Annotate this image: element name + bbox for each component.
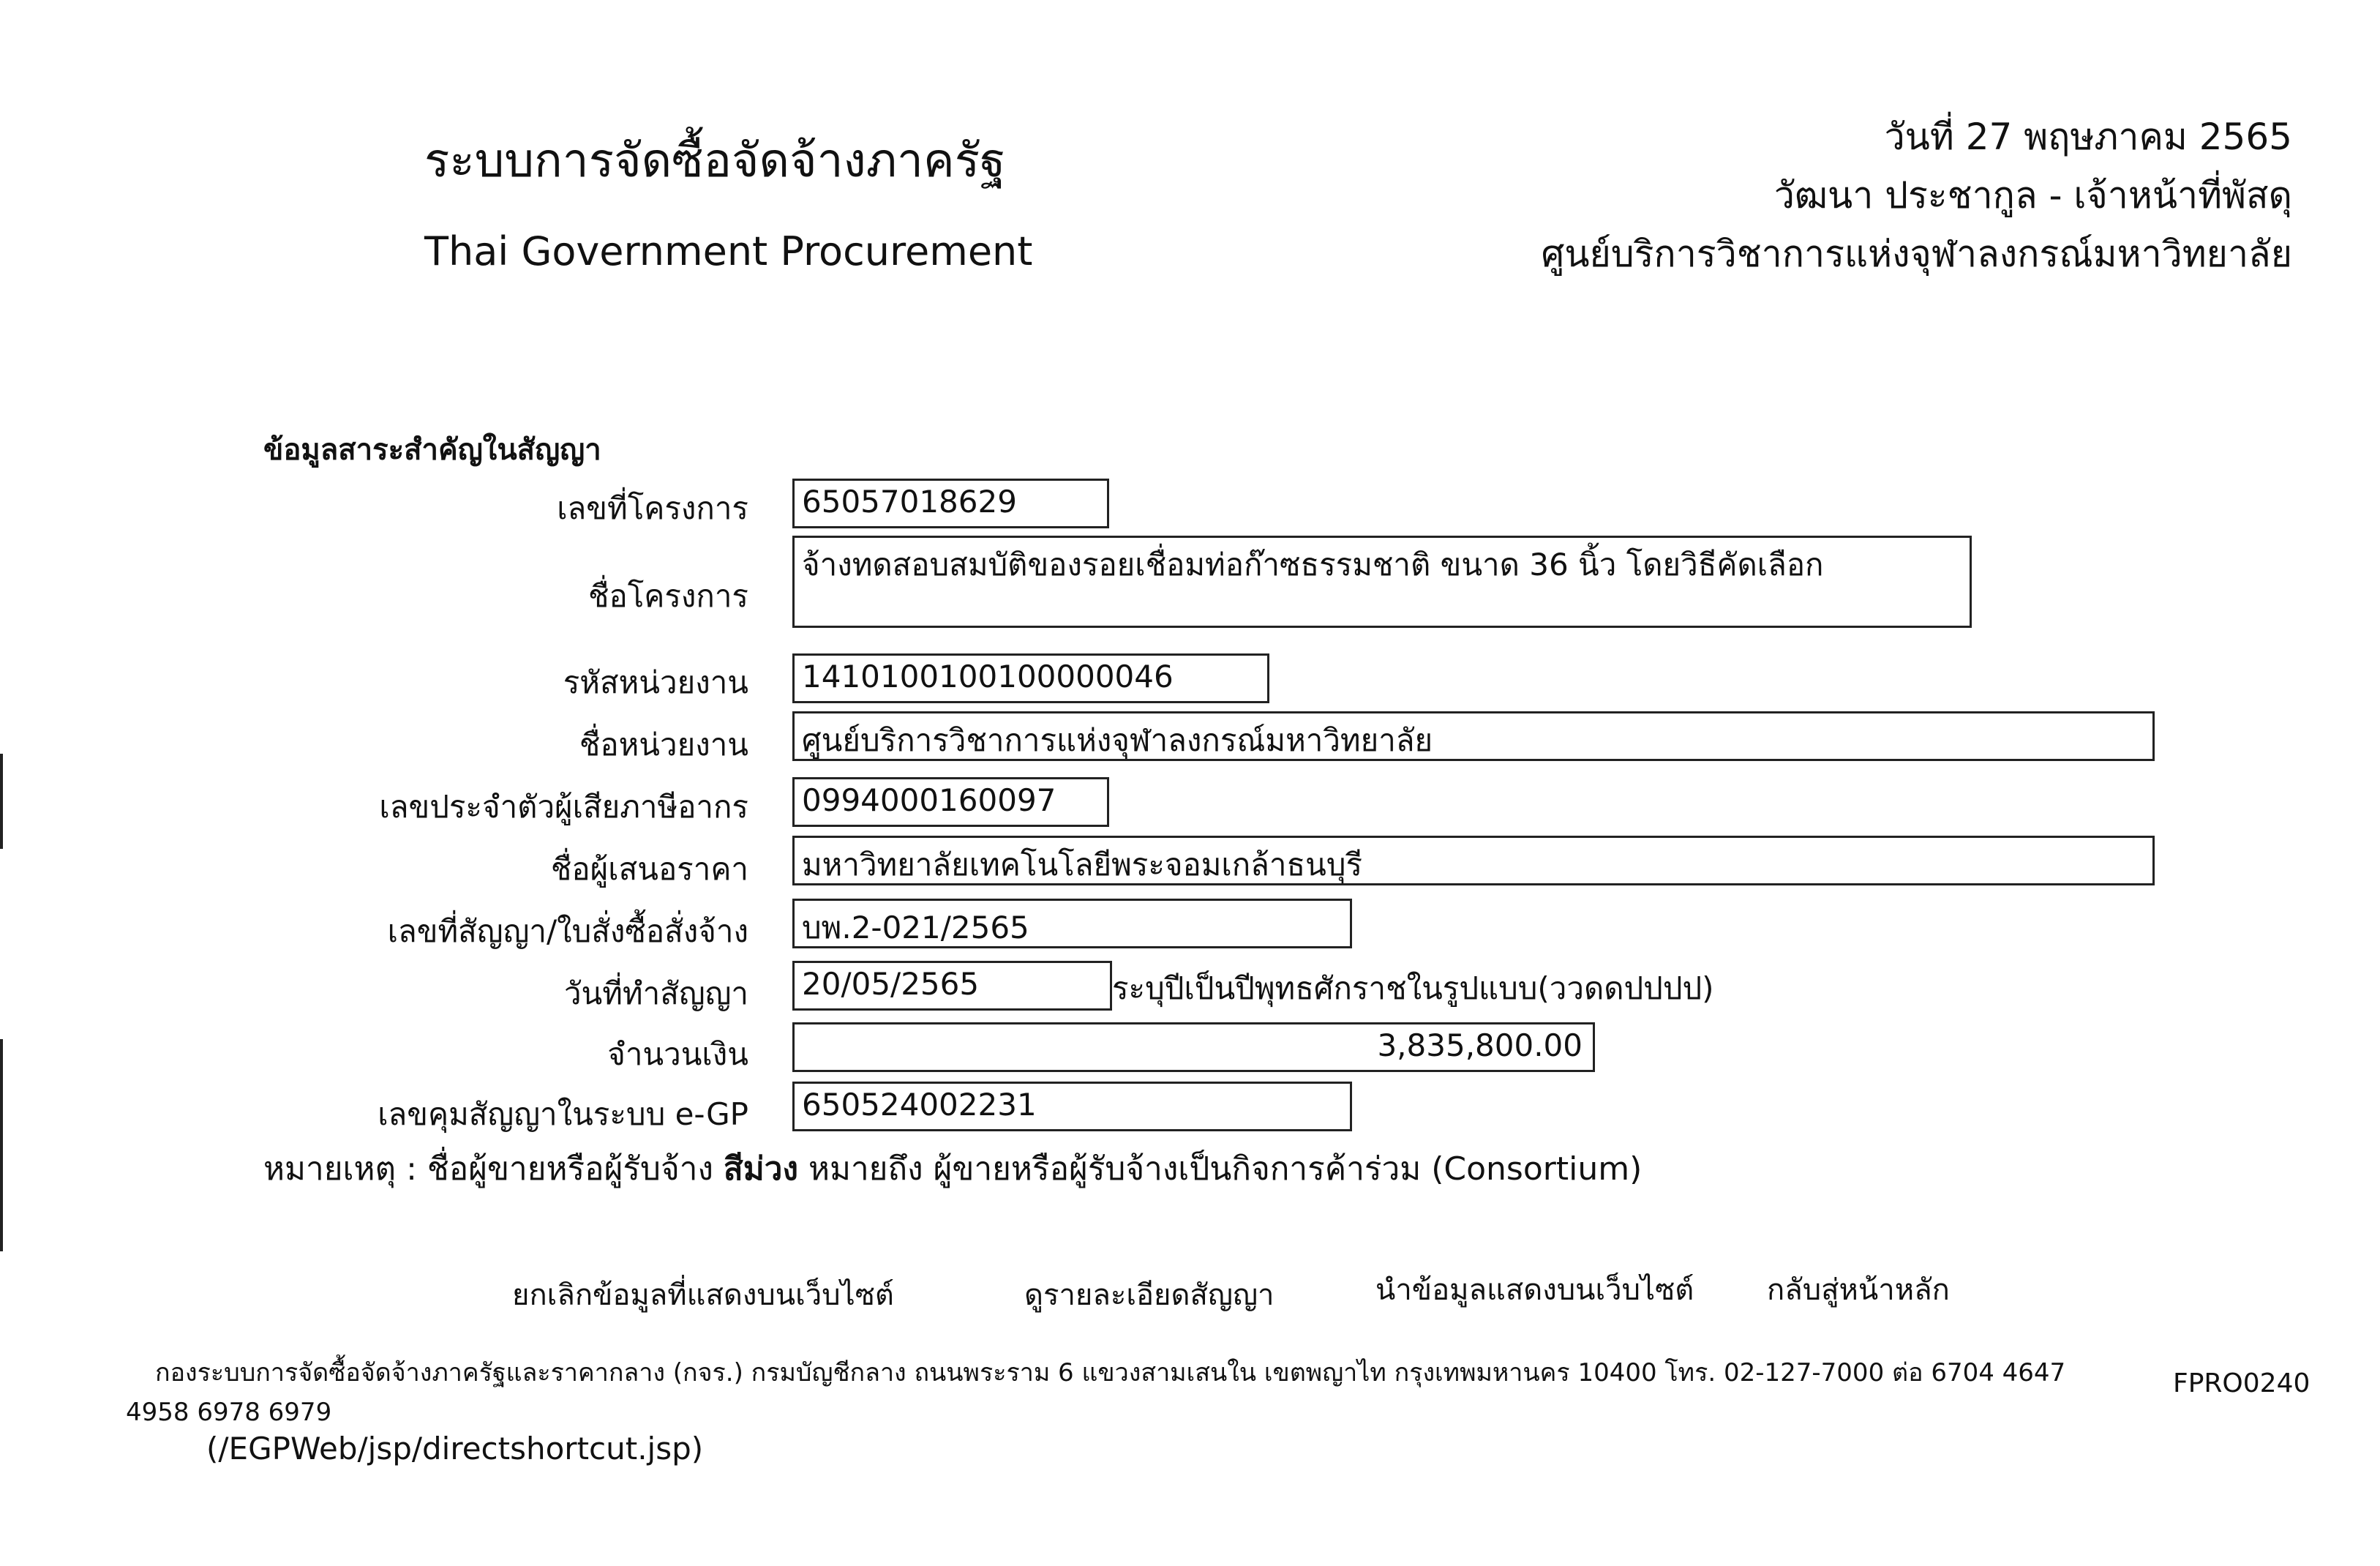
cancel-display-link[interactable]: ยกเลิกข้อมูลที่แสดงบนเว็บไซต์ [512,1278,894,1312]
agency-name-label: ชื่อหน่วยงาน [579,727,748,763]
system-title-en: Thai Government Procurement [424,228,1033,274]
contract-no-label: เลขที่สัญญา/ใบสั่งซื้อสั่งจ้าง [387,913,748,949]
footer-phone: 4958 6978 6979 [126,1398,332,1427]
home-link[interactable]: กลับสู่หน้าหลัก [1767,1273,1950,1307]
note-prefix: หมายเหตุ : ชื่อผู้ขายหรือผู้รับจ้าง [263,1150,724,1188]
agency-name-field[interactable]: ศูนย์บริการวิชาการแห่งจุฬาลงกรณ์มหาวิทยาลัย [792,711,2155,761]
header-user: วัฒนา ประชากูล - เจ้าหน้าที่พัสดุ [1773,174,2292,217]
note-highlight: สีม่วง [723,1150,798,1188]
header-organization: ศูนย์บริการวิชาการแห่งจุฬาลงกรณ์มหาวิทยาลัย [1541,233,2292,275]
bidder-name-label: ชื่อผู้เสนอราคา [550,851,748,887]
footer-address: กองระบบการจัดซื้อจัดจ้างภาครัฐและราคากลาง (กจร.) กรมบัญชีกลาง ถนนพระราม 6 แขวงสามเสนใน เขตพญาไท กรุงเทพมหานคร 10400 โทร. 02-127-7000 ต่อ 6704 4647 [155,1358,2066,1387]
project-no-label: เลขที่โครงการ [557,490,748,526]
section-title: ข้อมูลสาระสำคัญในสัญญา [263,433,601,467]
header-date: วันที่ 27 พฤษภาคม 2565 [1884,116,2292,158]
note-suffix: หมายถึง ผู้ขายหรือผู้รับจ้างเป็นกิจการค้าร่วม (Consortium) [797,1150,1643,1188]
system-title-th: ระบบการจัดซื้อจัดจ้างภาครัฐ [424,134,1006,188]
scan-edge-mark [0,1039,3,1251]
agency-code-label: รหัสหน่วยงาน [563,664,748,700]
project-name-label: ชื่อโครงการ [588,578,748,614]
amount-field[interactable]: 3,835,800.00 [792,1022,1595,1072]
egp-control-no-field[interactable]: 650524002231 [792,1082,1352,1131]
amount-label: จำนวนเงิน [607,1036,748,1072]
bidder-name-field[interactable]: มหาวิทยาลัยเทคโนโลยีพระจอมเกล้าธนบุรี [792,836,2155,885]
scan-edge-mark [0,754,3,849]
publish-website-link[interactable]: นำข้อมูลแสดงบนเว็บไซต์ [1375,1273,1694,1307]
contract-date-field[interactable]: 20/05/2565 [792,961,1112,1011]
view-contract-details-link[interactable]: ดูรายละเอียดสัญญา [1024,1278,1275,1312]
contract-date-hint: ระบุปีเป็นปีพุทธศักราชในรูปแบบ(ววดดปปปป) [1112,970,1714,1006]
consortium-note [263,1143,1642,1194]
form-code: FPRO0240 [2173,1368,2310,1398]
egp-control-no-label: เลขคุมสัญญาในระบบ e-GP [378,1096,748,1132]
contract-date-label: วันที่ทำสัญญา [563,975,748,1011]
page-path: (/EGPWeb/jsp/directshortcut.jsp) [206,1431,704,1466]
project-name-field[interactable]: จ้างทดสอบสมบัติของรอยเชื่อมท่อก๊าซธรรมชาติ ขนาด 36 นิ้ว โดยวิธีคัดเลือก [792,536,1972,628]
project-no-field[interactable]: 65057018629 [792,479,1109,528]
tax-id-label: เลขประจำตัวผู้เสียภาษีอากร [379,789,748,825]
tax-id-field[interactable]: 0994000160097 [792,777,1109,827]
contract-no-field[interactable]: บพ.2-021/2565 [792,899,1352,948]
agency-code-field[interactable]: 1410100100100000046 [792,653,1269,703]
